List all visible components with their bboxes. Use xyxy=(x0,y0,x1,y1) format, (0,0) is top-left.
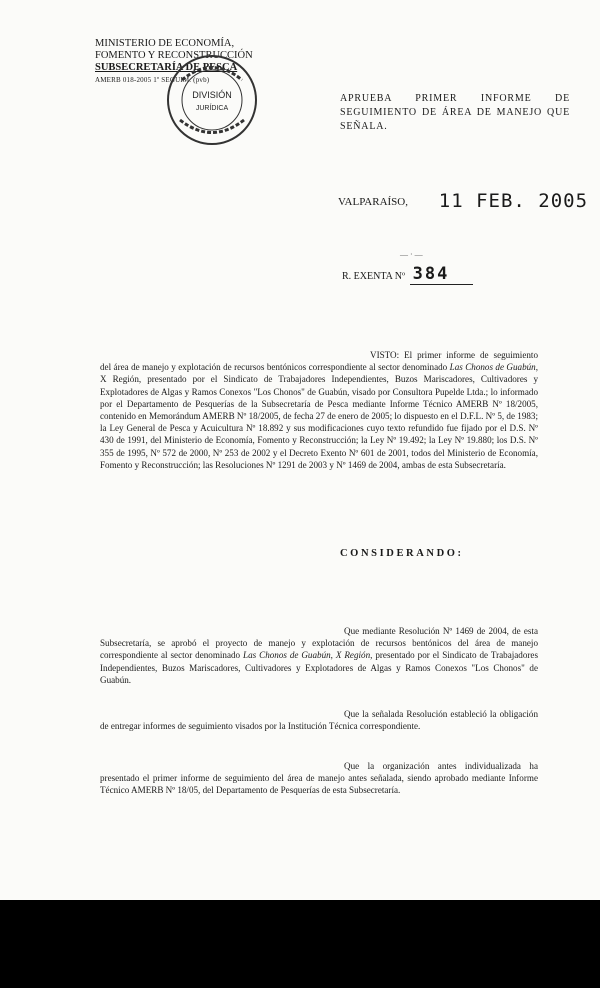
undersecretary-name: SUBSECRETARÍA DE PESCA xyxy=(95,62,238,73)
c1-sector: Las Chonos de Guabún, X Región xyxy=(243,650,371,661)
place-date-line xyxy=(338,190,588,212)
file-code: AMERB 018-2005 1º SEGUIM. (pvb) xyxy=(95,76,210,84)
seal-text-2: JURÍDICA xyxy=(195,105,229,112)
visto-paragraph xyxy=(100,349,538,471)
c1-text: Que mediante Resolución Nº 1469 de 2004, de esta Subsecretaría, se aprobó el proyecto de manejo y explotación de recursos bentónicos del área de manejo correspondiente al sector denominado xyxy=(100,626,538,661)
resolution-number-line xyxy=(342,264,473,285)
ministry-name-cont: FOMENTO Y RECONSTRUCCIÓN xyxy=(95,50,253,61)
hand-marks: — · — xyxy=(400,250,423,259)
place-name: VALPARAÍSO, xyxy=(338,196,408,208)
considerando-paragraph-1 xyxy=(100,625,538,686)
visto-text-rest: , X Región, presentado por el Sindicato de Trabajadores Independientes, Buzos Mariscadores, Cultivadores y Explotadores de Algas y Ramos Conexos "Los Chonos" de Guabún, visado por Consultora Pupelde Ltda.; lo informado por el Departamento de Pesquerías de la Subsecretaría de Pesca mediante Informe Técnico AMERB Nº 18/2005, contenido en Memorándum AMERB Nº 18/2005, de fecha 27 de enero de 2005; lo dispuesto en el D.F.L. Nº 5, de 1983; la Ley General de Pesca y Acuicultura Nº 18.892 y sus modificaciones cuyo texto refundido fue fijado por el D.S. Nº 430 de 1991, del Ministerio de Economía, Fomento y Reconstrucción; la Ley Nº 19.492; la Ley Nº 19.880; los D.S. Nº 355 de 1995, Nº 572 de 2000, Nº 253 de 2002 y el Decreto Exento Nº 601 de 2001, todos del Ministerio de Economía, Fomento y Reconstrucción; las Resoluciones Nº 1291 de 2003 y Nº 1469 de 2004, ambas de esta Subsecretaría. xyxy=(100,362,539,470)
stamp-date: 11 FEB. 2005 xyxy=(438,190,589,212)
visto-sector: Las Chonos de Guabún xyxy=(449,362,536,373)
c1-text-rest: , presentado por el Sindicato de Trabajadores Independientes, Buzos Mariscadores, Cultivadores y Explotadores de Algas y Ramos Conexos "Los Chonos" de Guabún. xyxy=(100,650,538,685)
official-seal-icon xyxy=(162,50,262,150)
considerando-paragraph-2: Que la señalada Resolución estableció la obligación de entregar informes de seguimiento visados por la Institución Técnica correspondiente. xyxy=(100,709,538,732)
subject-heading: APRUEBA PRIMER INFORME DE SEGUIMIENTO DE ÁREA DE MANEJO QUE SEÑALA. xyxy=(340,93,570,132)
considerando-heading: CONSIDERANDO: xyxy=(340,548,464,559)
seal-text: DIVISIÓN xyxy=(192,90,232,100)
ministry-name: MINISTERIO DE ECONOMÍA, xyxy=(95,38,235,49)
resolution-number: 384 xyxy=(410,264,473,285)
considerando-paragraph-3: Que la organización antes individualizada ha presentado el primer informe de seguimiento del área de manejo antes señalada, siendo aprobado mediante Informe Técnico AMERB Nº 18/05, del Departamento de Pesquerías de esta Subsecretaría. xyxy=(100,761,538,796)
visto-text: VISTO: El primer informe de seguimiento del área de manejo y explotación de recursos bentónicos correspondiente al sector denominado xyxy=(100,350,538,373)
scan-border xyxy=(0,900,600,988)
resolution-label: R. EXENTA Nº xyxy=(342,271,406,282)
